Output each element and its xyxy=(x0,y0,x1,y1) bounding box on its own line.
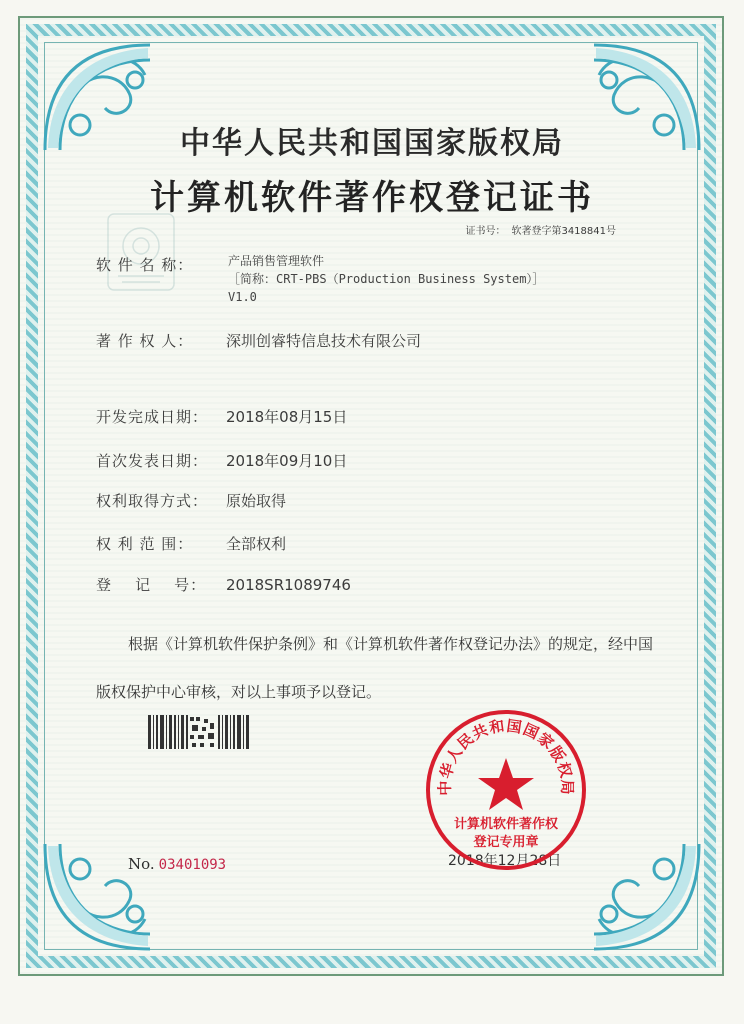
certificate-number-label: 证书号： xyxy=(465,226,506,237)
software-short-name: ［简称：CRT-PBS（Production Business System）］ xyxy=(228,272,545,286)
software-name-value: 产品销售管理软件 xyxy=(228,254,325,268)
statement-paragraph: 根据《计算机软件保护条例》和《计算机软件著作权登记办法》的规定，经中国版权保护中心审核，对以上事项予以登记。 xyxy=(96,635,654,701)
official-seal xyxy=(422,706,590,874)
serial-number-label: No. xyxy=(128,855,155,873)
completion-date-value: 2018年08月15日 xyxy=(226,408,348,426)
rights-scope-value: 全部权利 xyxy=(226,535,287,553)
seal-line-1: 计算机软件著作权 xyxy=(453,817,558,832)
registration-number-value: 2018SR1089746 xyxy=(226,576,351,594)
acquisition-method-value: 原始取得 xyxy=(226,492,287,510)
seal-line-2: 登记专用章 xyxy=(473,835,539,850)
watermark-emblem xyxy=(104,210,178,294)
rights-scope-label: 权 利 范 围： xyxy=(96,535,194,553)
software-name-label: 软 件 名 称： xyxy=(96,256,194,274)
serial-number xyxy=(128,855,226,873)
detail-row xyxy=(96,406,347,427)
detail-row xyxy=(96,574,351,595)
owner-value: 深圳创睿特信息技术有限公司 xyxy=(226,332,422,350)
authority-title: 中华人民共和国国家版权局 xyxy=(180,126,564,161)
detail-row xyxy=(96,450,347,471)
certificate-number xyxy=(459,222,616,237)
seal-ring-text: 中华人民共和国国家版权局 xyxy=(435,716,577,796)
corner-ornament-bottom-left xyxy=(40,834,180,954)
completion-date-label: 开发完成日期： xyxy=(96,408,209,426)
registration-number-label: 登 记 号： xyxy=(96,576,207,594)
barcode-image xyxy=(148,715,250,749)
certificate-title: 计算机软件著作权登记证书 xyxy=(150,178,594,218)
certificate-number-value: 软著登字第3418841号 xyxy=(511,226,616,237)
acquisition-method-label: 权利取得方式： xyxy=(96,492,209,510)
issue-date: 2018年12月28日 xyxy=(448,853,562,869)
owner-row xyxy=(96,330,421,351)
owner-label: 著 作 权 人： xyxy=(96,332,194,350)
seal-star-icon xyxy=(478,758,534,810)
publish-date-value: 2018年09月10日 xyxy=(226,452,348,470)
software-version: V1.0 xyxy=(228,290,257,304)
detail-row xyxy=(96,490,286,511)
detail-row xyxy=(96,533,286,554)
publish-date-label: 首次发表日期： xyxy=(96,452,209,470)
serial-number-value: 03401093 xyxy=(158,857,227,873)
software-name-row xyxy=(96,254,226,275)
software-name-block xyxy=(228,252,544,306)
